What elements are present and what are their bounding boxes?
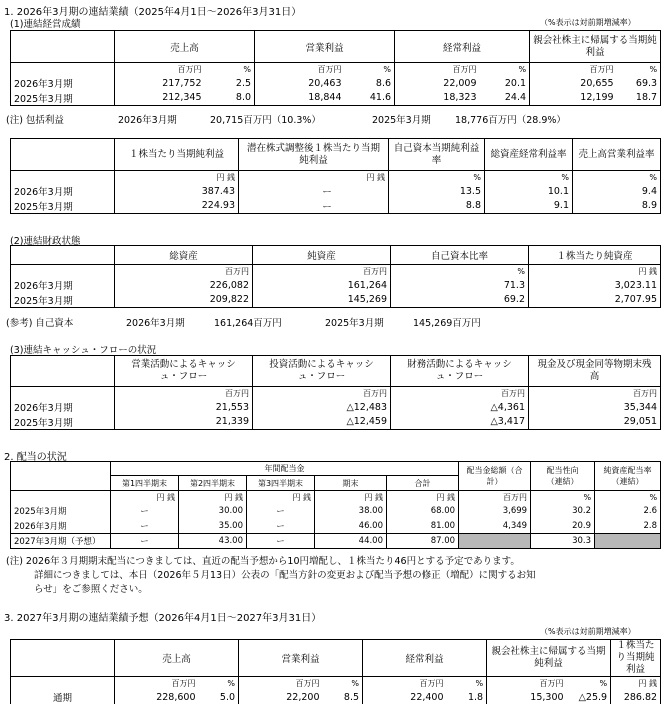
- s1-note-right: （%表示は対前期増減率）: [540, 18, 636, 27]
- s5-note-right: （%表示は対前期増減率）: [540, 627, 636, 636]
- dividend-note-line1: (注) 2026年３月期期末配当につきましては、直近の配当予想から10円増配し、１株当たり46円とする予定であります。: [6, 556, 520, 567]
- equity-ref-label: (参考) 自己資本: [6, 318, 74, 329]
- value-cell: 44.00: [315, 534, 387, 549]
- value-cell: 35.00: [179, 519, 247, 534]
- value-cell: 3,023.11: [529, 278, 661, 293]
- unit-cell: %: [345, 63, 395, 76]
- header-total-assets: 総資産: [115, 246, 253, 265]
- value-cell: 212,345: [115, 91, 205, 106]
- unit-cell: %: [617, 63, 661, 76]
- unit-cell: 百万円: [255, 63, 345, 76]
- value-cell: 22,009: [395, 76, 480, 91]
- value-cell: 35,344: [529, 400, 661, 415]
- unit-cell: %: [205, 63, 255, 76]
- unit-cell: 百万円: [239, 677, 323, 690]
- header-roe: 自己資本当期純利益率: [389, 139, 485, 171]
- value-cell: 8.0: [205, 91, 255, 106]
- header-payout-ratio: 配当性向（連結）: [531, 462, 595, 491]
- value-cell: ー: [111, 504, 179, 519]
- table-financial-position: [10, 245, 661, 308]
- row-label: 2025年3月期: [11, 199, 115, 214]
- unit-cell: %: [199, 677, 239, 690]
- value-cell: 2.8: [595, 519, 661, 534]
- row-label: 2027年3月期（予想）: [11, 534, 111, 549]
- value-cell: 30.3: [531, 534, 595, 549]
- unit-cell: 円 銭: [387, 491, 459, 504]
- value-cell: 8.5: [323, 690, 363, 704]
- value-cell: △12,459: [253, 415, 391, 430]
- header-cash-balance: 現金及び現金同等物期末残高: [529, 356, 661, 387]
- equity-ref-period2: 2025年3月期: [325, 318, 384, 329]
- unit-cell: 百万円: [115, 677, 199, 690]
- unit-cell: 百万円: [115, 63, 205, 76]
- section2-heading: 2. 配当の状況: [4, 452, 67, 463]
- value-cell: 18,323: [395, 91, 480, 106]
- value-cell: ー: [247, 534, 315, 549]
- comprehensive-income-period1: 2026年3月期: [118, 115, 177, 126]
- value-cell: 20,463: [255, 76, 345, 91]
- header-ordinary-profit: 経常利益: [395, 31, 530, 63]
- value-cell: 20,655: [530, 76, 617, 91]
- header-eps: １株当たり当期純利益: [611, 640, 661, 677]
- header-financing-cf: 財務活動によるキャッシュ・フロー: [391, 356, 529, 387]
- unit-cell: %: [391, 265, 529, 278]
- value-cell: 15,300: [487, 690, 567, 704]
- value-cell: 81.00: [387, 519, 459, 534]
- header-operating-profit: 営業利益: [239, 640, 363, 677]
- unit-cell: %: [389, 171, 485, 184]
- unit-cell: %: [567, 677, 611, 690]
- dividend-note-line3: らせ」をご参照ください。: [34, 584, 148, 595]
- value-cell: 38.00: [315, 504, 387, 519]
- unit-cell: 円 銭: [247, 491, 315, 504]
- unit-cell: %: [447, 677, 487, 690]
- header-bps: １株当たり純資産: [529, 246, 661, 265]
- unit-cell: 百万円: [459, 491, 531, 504]
- header-annual-dividend: 年間配当金: [111, 462, 459, 476]
- value-cell: 12,199: [530, 91, 617, 106]
- unit-cell: 百万円: [253, 265, 391, 278]
- value-cell: ー: [239, 184, 389, 199]
- value-cell: 2,707.95: [529, 293, 661, 308]
- unit-cell: %: [480, 63, 530, 76]
- value-cell: 22,400: [363, 690, 447, 704]
- value-cell: ー: [239, 199, 389, 214]
- header-q1: 第1四半期末: [111, 476, 179, 491]
- value-cell: 3,699: [459, 504, 531, 519]
- comprehensive-income-value1: 20,715百万円（10.3%）: [210, 115, 321, 126]
- value-cell: 68.00: [387, 504, 459, 519]
- header-ordinary-profit: 経常利益: [363, 640, 487, 677]
- value-cell: 1.8: [447, 690, 487, 704]
- row-label: 2025年3月期: [11, 293, 115, 308]
- value-cell: 8.9: [573, 199, 661, 214]
- value-cell: △4,361: [391, 400, 529, 415]
- s2-subheading: (2)連結財政状態: [10, 236, 81, 247]
- value-cell: 69.3: [617, 76, 661, 91]
- unit-cell: 百万円: [487, 677, 567, 690]
- value-cell: 21,553: [115, 400, 253, 415]
- equity-ref-period1: 2026年3月期: [126, 318, 185, 329]
- dividend-note-line2: 詳細につきましては、本日（2026年５月13日）公表の「配当方針の変更および配当予想の修正（増配）に関するお知: [34, 570, 536, 581]
- unit-cell: %: [573, 171, 661, 184]
- value-cell: 9.4: [573, 184, 661, 199]
- header-net-income: 親会社株主に帰属する当期純利益: [530, 31, 661, 63]
- row-label: 2025年3月期: [11, 91, 115, 106]
- table-dividends: [10, 461, 661, 549]
- header-roa: 総資産経常利益率: [485, 139, 573, 171]
- value-cell: 41.6: [345, 91, 395, 106]
- unit-cell: 円 銭: [529, 265, 661, 278]
- unit-cell: 百万円: [530, 63, 617, 76]
- unit-cell: 円 銭: [115, 171, 239, 184]
- unit-cell: 百万円: [395, 63, 480, 76]
- header-net-assets: 純資産: [253, 246, 391, 265]
- unit-cell: 円 銭: [315, 491, 387, 504]
- value-cell: 18,844: [255, 91, 345, 106]
- equity-ref-value2: 145,269百万円: [413, 318, 481, 329]
- table-forecast: [10, 639, 661, 704]
- value-cell: 29,051: [529, 415, 661, 430]
- value-cell: 46.00: [315, 519, 387, 534]
- unit-cell: 百万円: [363, 677, 447, 690]
- row-label: 2026年3月期: [11, 400, 115, 415]
- s3-subheading: (3)連結キャッシュ・フローの状況: [10, 345, 157, 356]
- value-cell: △25.9: [567, 690, 611, 704]
- comprehensive-income-value2: 18,776百万円（28.9%）: [455, 115, 566, 126]
- row-label: 2026年3月期: [11, 76, 115, 91]
- value-cell: 30.2: [531, 504, 595, 519]
- unit-cell: 円 銭: [239, 171, 389, 184]
- section3-heading: 3. 2027年3月期の連結業績予想（2026年4月1日～2027年3月31日）: [4, 613, 322, 624]
- header-diluted-eps: 潜在株式調整後１株当たり当期純利益: [239, 139, 389, 171]
- header-equity-ratio: 自己資本比率: [391, 246, 529, 265]
- table-cash-flow: [10, 355, 661, 430]
- unit-cell: %: [595, 491, 661, 504]
- section1-heading: 1. 2026年3月期の連結業績（2025年4月1日～2026年3月31日）: [4, 7, 302, 18]
- header-q2: 第2四半期末: [179, 476, 247, 491]
- value-cell: 13.5: [389, 184, 485, 199]
- value-cell: 22,200: [239, 690, 323, 704]
- value-cell: 9.1: [485, 199, 573, 214]
- value-cell: 69.2: [391, 293, 529, 308]
- value-cell: 228,600: [115, 690, 199, 704]
- unit-cell: 円 銭: [111, 491, 179, 504]
- header-total: 合計: [387, 476, 459, 491]
- value-cell: 2.5: [205, 76, 255, 91]
- unit-cell: 円 銭: [179, 491, 247, 504]
- value-cell: 4,349: [459, 519, 531, 534]
- shaded-cell: [459, 534, 531, 549]
- table-operating-results: [10, 30, 661, 106]
- value-cell: 8.6: [345, 76, 395, 91]
- value-cell: ー: [111, 519, 179, 534]
- value-cell: 2.6: [595, 504, 661, 519]
- header-year-end: 期末: [315, 476, 387, 491]
- comprehensive-income-label: (注) 包括利益: [6, 115, 64, 126]
- value-cell: 71.3: [391, 278, 529, 293]
- shaded-cell: [595, 534, 661, 549]
- row-label: 通期: [11, 690, 115, 704]
- value-cell: 226,082: [115, 278, 253, 293]
- value-cell: 10.1: [485, 184, 573, 199]
- header-sales: 売上高: [115, 640, 239, 677]
- value-cell: ー: [111, 534, 179, 549]
- value-cell: 145,269: [253, 293, 391, 308]
- unit-cell: %: [323, 677, 363, 690]
- value-cell: 21,339: [115, 415, 253, 430]
- equity-ref-value1: 161,264百万円: [214, 318, 282, 329]
- s1-subheading: (1)連結経営成績: [10, 19, 81, 30]
- header-net-income: 親会社株主に帰属する当期純利益: [487, 640, 611, 677]
- value-cell: 161,264: [253, 278, 391, 293]
- unit-cell: %: [531, 491, 595, 504]
- header-operating-margin: 売上高営業利益率: [573, 139, 661, 171]
- unit-cell: 百万円: [115, 265, 253, 278]
- header-operating-cf: 営業活動によるキャッシュ・フロー: [115, 356, 253, 387]
- comprehensive-income-period2: 2025年3月期: [372, 115, 431, 126]
- header-eps: １株当たり当期純利益: [115, 139, 239, 171]
- value-cell: 24.4: [480, 91, 530, 106]
- value-cell: 387.43: [115, 184, 239, 199]
- value-cell: 217,752: [115, 76, 205, 91]
- unit-cell: 百万円: [253, 387, 391, 400]
- value-cell: 224.93: [115, 199, 239, 214]
- unit-cell: %: [485, 171, 573, 184]
- value-cell: 87.00: [387, 534, 459, 549]
- value-cell: 18.7: [617, 91, 661, 106]
- unit-cell: 百万円: [529, 387, 661, 400]
- row-label: 2026年3月期: [11, 184, 115, 199]
- value-cell: ー: [247, 519, 315, 534]
- row-label: 2026年3月期: [11, 278, 115, 293]
- row-label: 2025年3月期: [11, 504, 111, 519]
- header-total-dividend: 配当金総額（合計）: [459, 462, 531, 491]
- value-cell: 8.8: [389, 199, 485, 214]
- unit-cell: 円 銭: [611, 677, 661, 690]
- value-cell: 209,822: [115, 293, 253, 308]
- header-q3: 第3四半期末: [247, 476, 315, 491]
- header-sales: 売上高: [115, 31, 255, 63]
- header-investing-cf: 投資活動によるキャッシュ・フロー: [253, 356, 391, 387]
- value-cell: ー: [247, 504, 315, 519]
- unit-cell: 百万円: [115, 387, 253, 400]
- unit-cell: 百万円: [391, 387, 529, 400]
- value-cell: 20.9: [531, 519, 595, 534]
- value-cell: 286.82: [611, 690, 661, 704]
- row-label: 2026年3月期: [11, 519, 111, 534]
- row-label: 2025年3月期: [11, 415, 115, 430]
- value-cell: △3,417: [391, 415, 529, 430]
- value-cell: 5.0: [199, 690, 239, 704]
- header-doe: 純資産配当率（連結）: [595, 462, 661, 491]
- value-cell: 30.00: [179, 504, 247, 519]
- table-per-share: [10, 138, 661, 214]
- value-cell: 43.00: [179, 534, 247, 549]
- corner-cell: [11, 31, 115, 63]
- header-operating-profit: 営業利益: [255, 31, 395, 63]
- value-cell: △12,483: [253, 400, 391, 415]
- value-cell: 20.1: [480, 76, 530, 91]
